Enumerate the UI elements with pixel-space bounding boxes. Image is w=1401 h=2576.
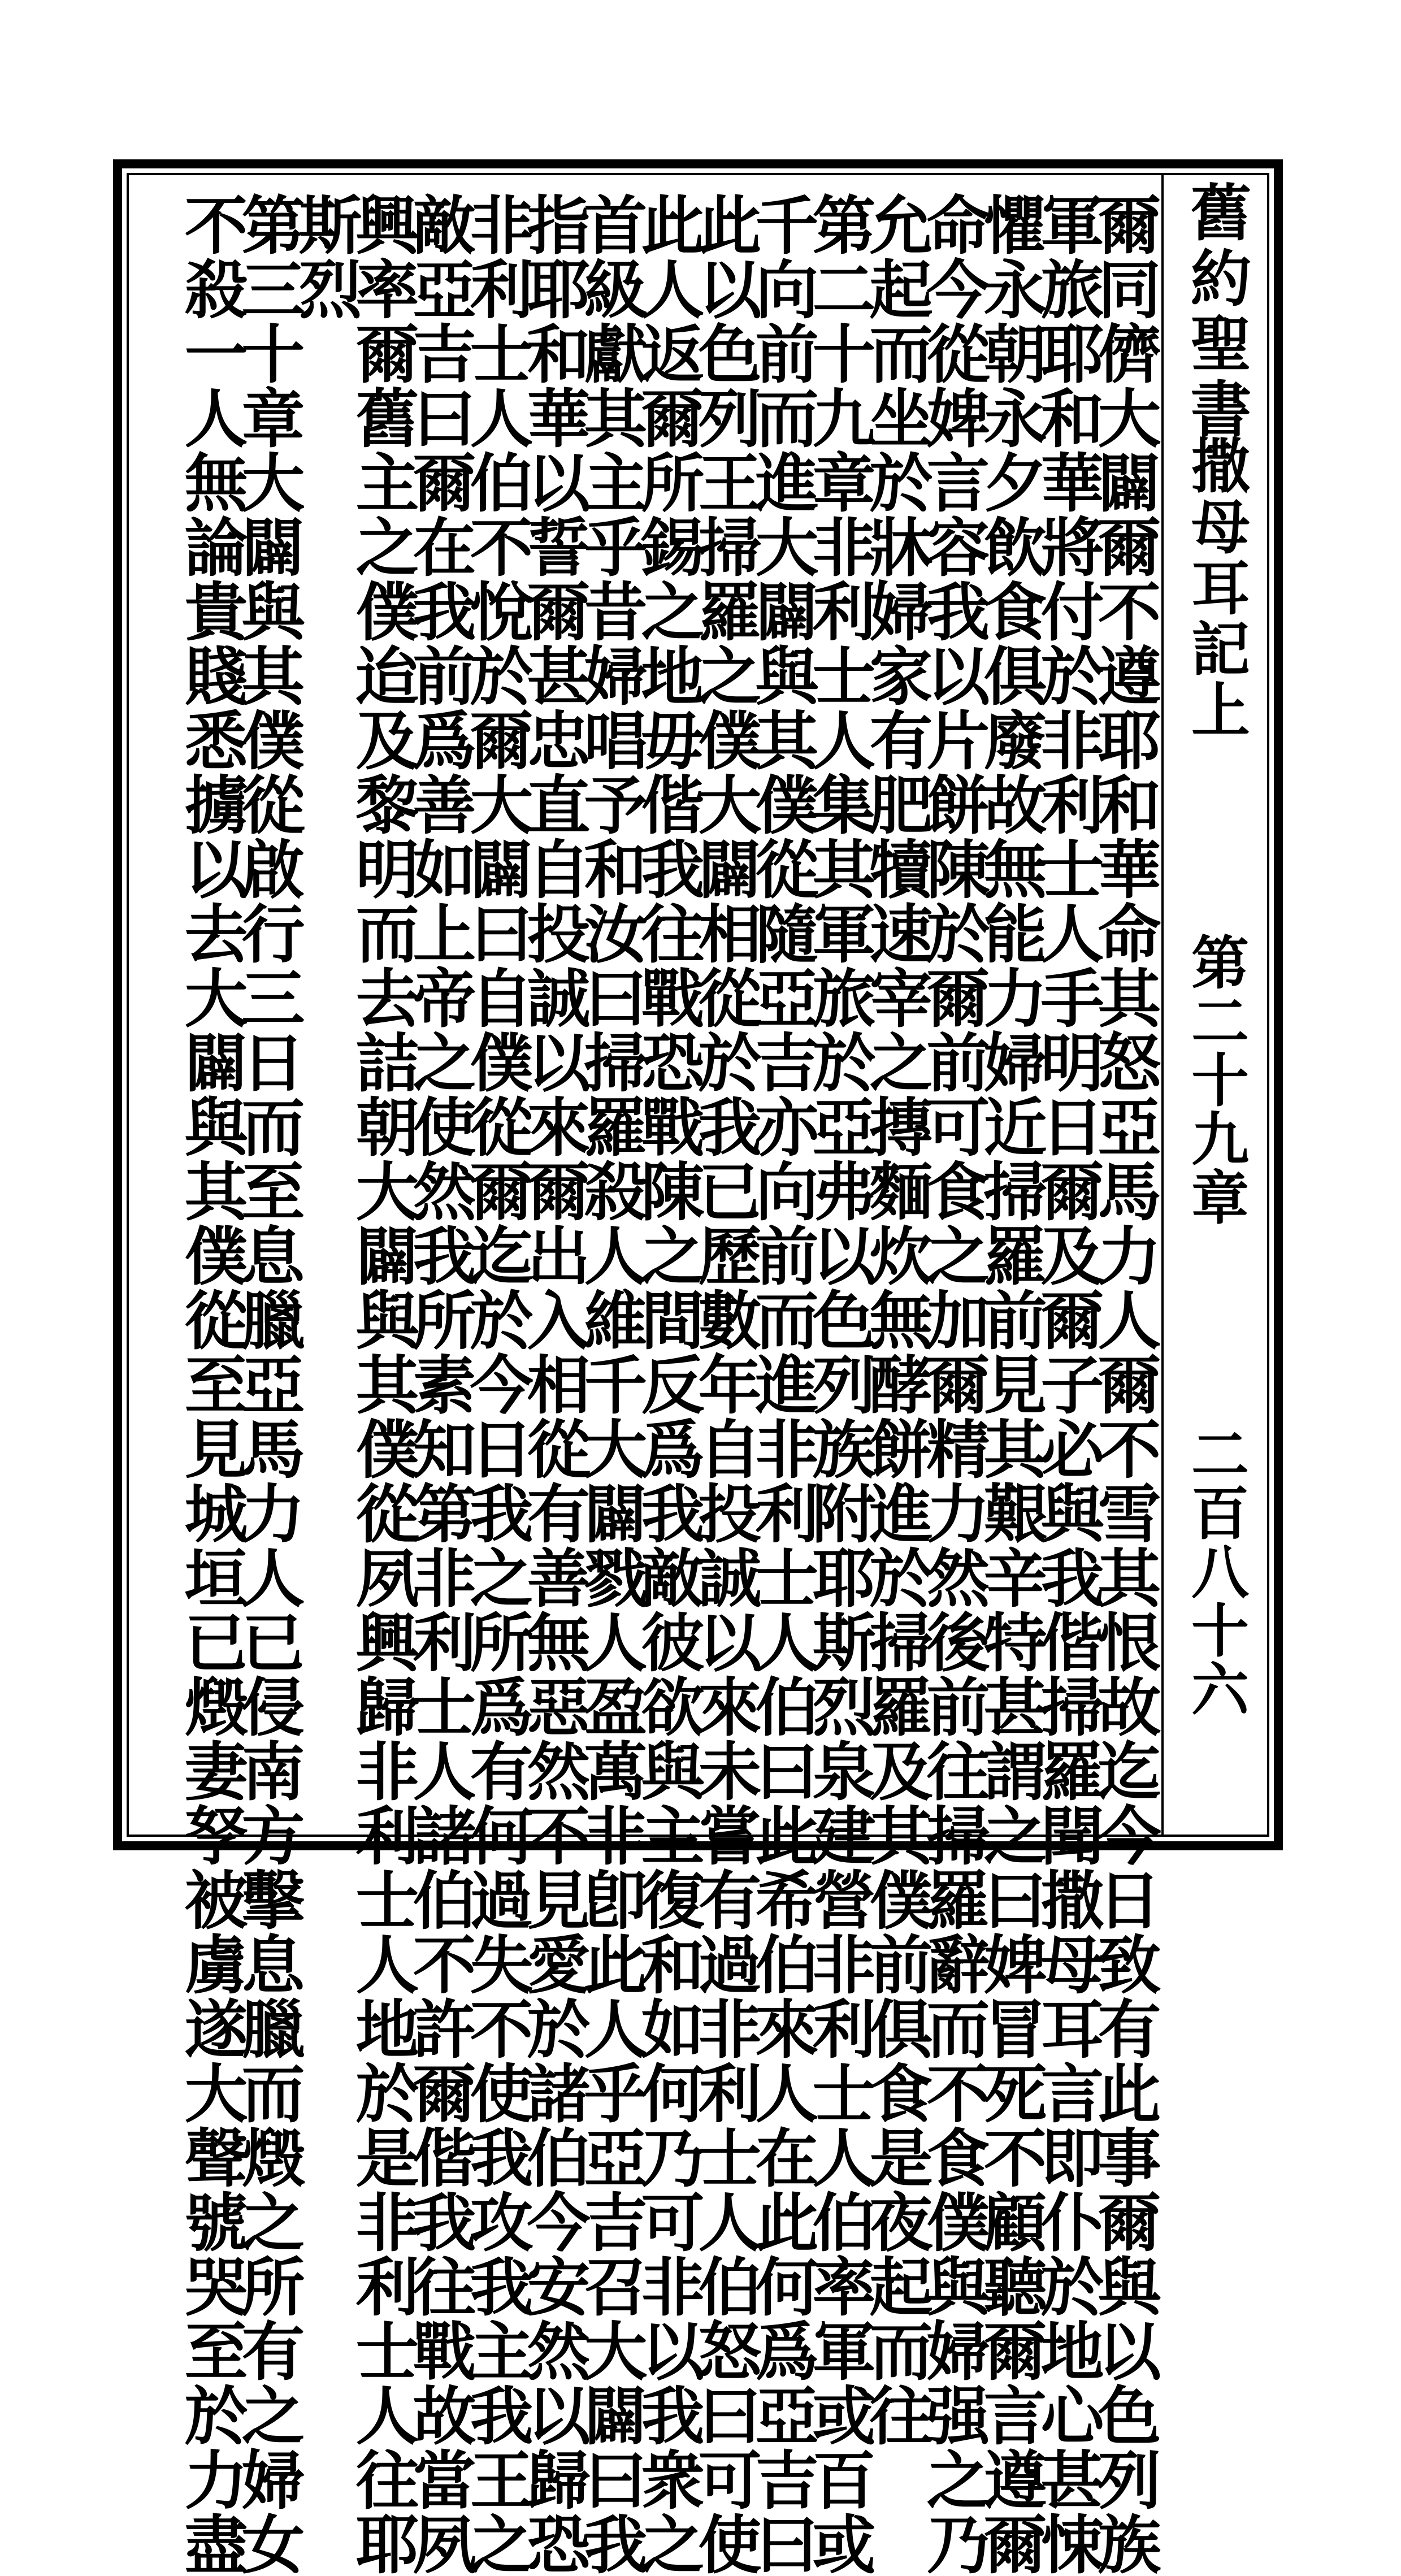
body-text <box>141 192 1161 2576</box>
text-column-9: 此人返爾所錫之地毋偕我往戰恐戰陳之間反爲我敵彼欲與主復和如何乃可非以我衆之 <box>631 192 705 2576</box>
text-column-7: 千向前而進大闢與其僕從隨亞吉亦向前而進非利士人伯曰此希伯來人在此何爲亞吉曰 <box>745 192 819 2576</box>
section-title: 撒母耳記上 <box>1181 435 1251 740</box>
text-column-10: 首級獻其主乎昔婦唱予和汝曰掃羅殺人維千大闢戮人盈萬非卽此人乎亞吉召大闢曰我 <box>574 192 648 2576</box>
text-column-14: 興率爾舊主之僕迨及黎明而去詰朝大闢與其僕從夙興歸非利士人地於是非利士人往耶 <box>345 192 419 2576</box>
text-column-1: 爾同儕大闢爾不遵耶和華命其怒亞馬力人爾不雪其恨故迄今日致有此事爾與以色列族 <box>1087 192 1161 2576</box>
text-column-13: 敵亞吉曰爾在我前爲善如上帝之使然我所素知第非利士人諸伯不許爾偕我往戰故當夙 <box>402 192 476 2576</box>
text-column-4: 命今從婢言容我以片餅陳於爾前可食之加爾精力然後前往掃羅辭而不食僕與婦强之乃 <box>916 192 990 2576</box>
header-divider-line <box>1161 173 1164 1837</box>
page-number: 二百八十六 <box>1182 1424 1250 1718</box>
text-column-3: 懼永朝永夕飲食俱廢故無能力婦近掃羅前見其艱辛特甚謂之曰婢冒死不顧聽爾言遵爾 <box>973 192 1047 2576</box>
text-column-16: 第三十章大闢與其僕從啟行三日而至息臘亞馬力人已侵南方擊息臘而燬之所有之婦女 <box>231 192 305 2576</box>
chapter-label: 第二十九章 <box>1182 933 1250 1226</box>
text-column-2: 軍旅耶和華將付於非利士人手明日爾及爾子必與我偕掃羅聞撒母耳言即仆於地心甚悚 <box>1030 192 1104 2576</box>
text-column-11: 指耶和華以誓爾甚忠直自投誠以來爾出入相從有善無惡然不見愛於諸伯今安然以歸恐 <box>517 192 591 2576</box>
text-column-15: 斯烈 <box>288 192 362 321</box>
text-column-8: 此以色列王掃羅之僕大闢相從於我已歷數年自投誠以來未嘗有過非利士人伯怒曰可使 <box>688 192 762 2576</box>
text-column-12: 非利士人伯不悅於爾大闢曰自僕從爾迄於今日我之所爲有何過失不使我攻我主我王之 <box>459 192 533 2576</box>
text-column-5: 允起而坐於牀婦家有肥犢速宰之摶麵炊無酵餅進於掃羅及其僕前俱食是夜起而往 <box>859 192 933 2447</box>
text-column-17: 不殺一人無論貴賤悉擄以去大闢與其僕從至見城垣已燬妻孥被虜遂大聲號哭至於力盡 <box>174 192 248 2576</box>
running-header <box>1168 181 1264 1831</box>
book-title: 舊約聖書 <box>1180 181 1251 443</box>
text-column-6: 第二十九章非利士人集其軍旅於亞弗以色列族附耶斯烈泉建營非利士人伯率軍或百或 <box>802 192 876 2576</box>
